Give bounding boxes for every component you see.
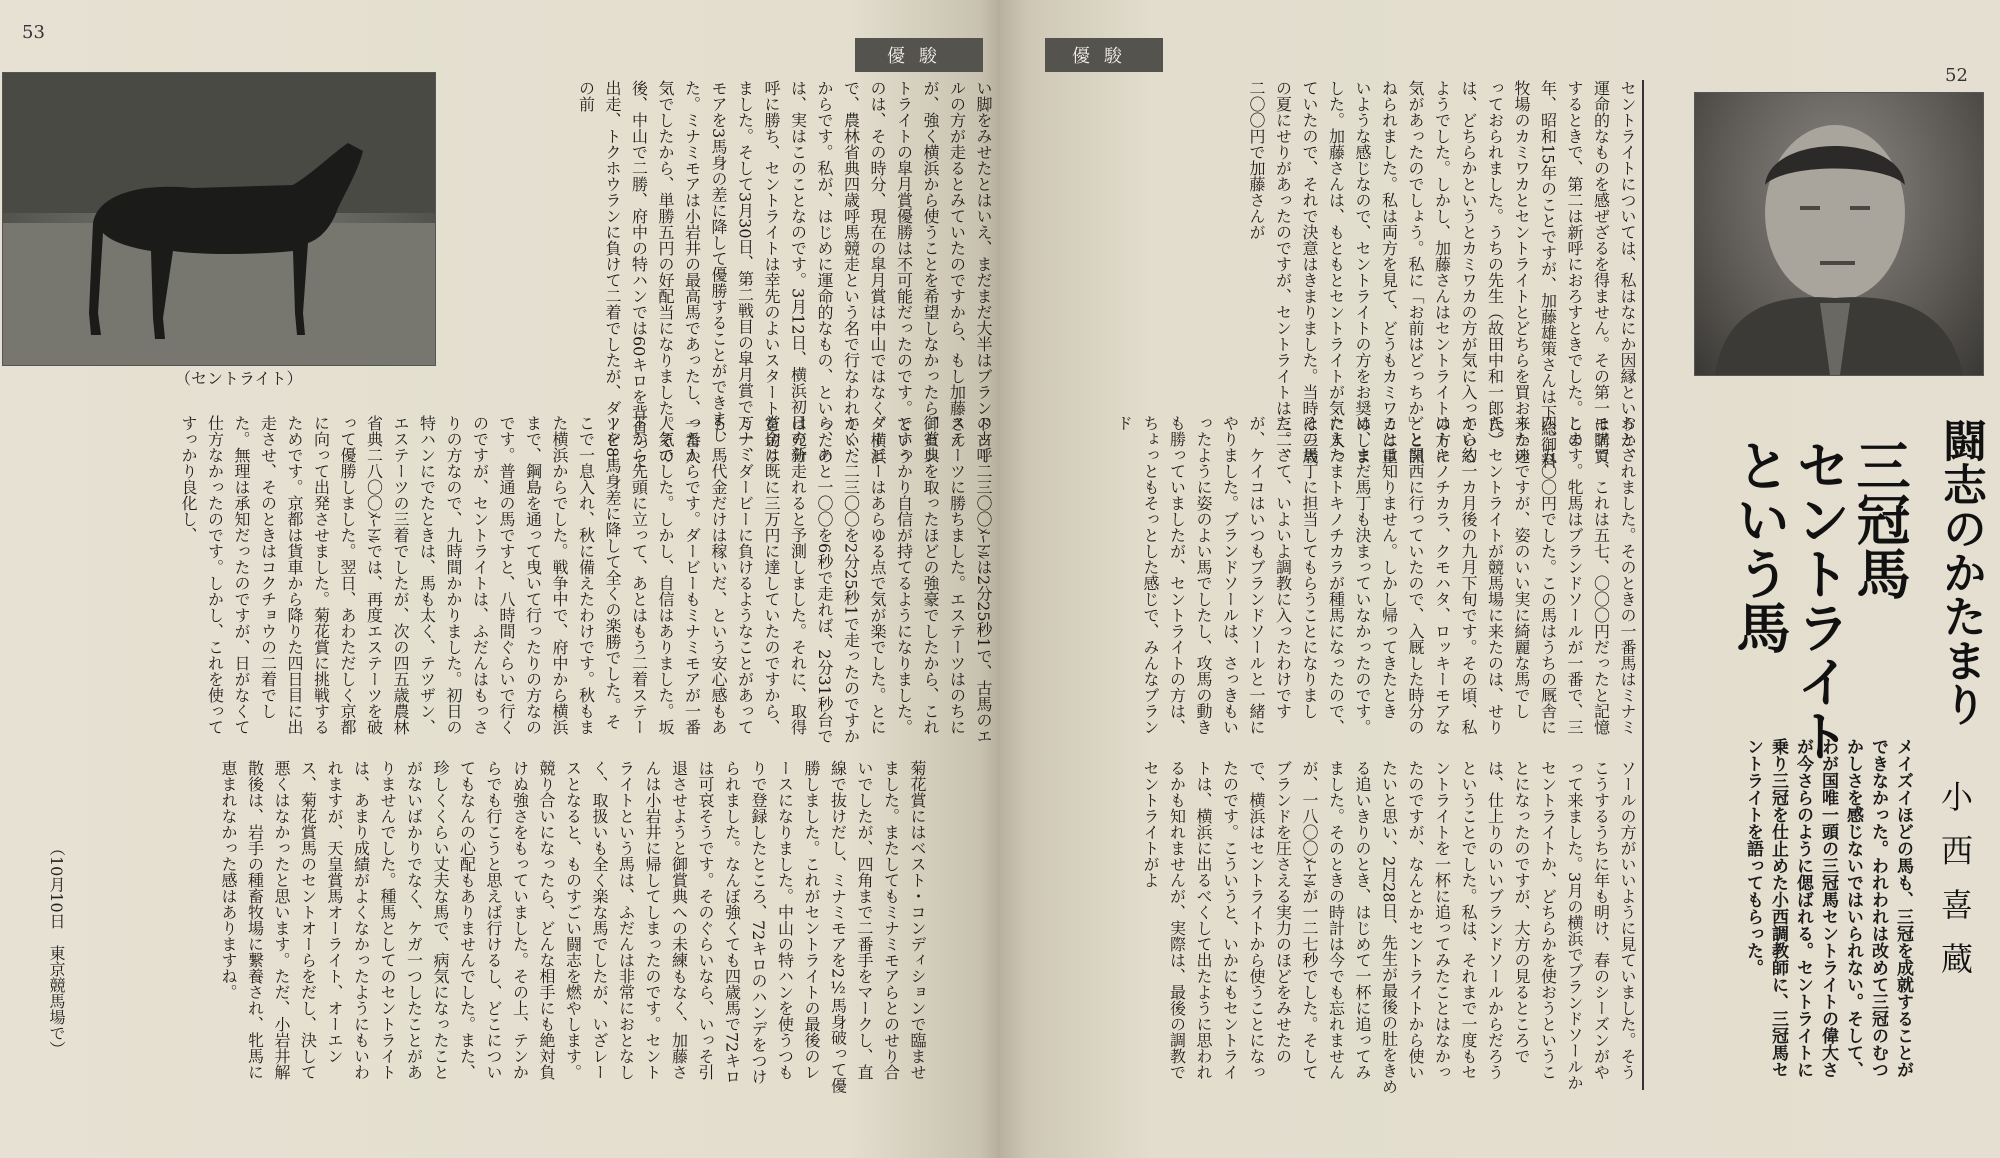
interview-credit: （10月10日 東京競馬場で） xyxy=(47,840,66,1057)
left-column-top: い脚をみせたとはいえ、まだまだ大半はブランドソールの方が走るとみていたのですから、もし加藤さんが、強く横浜から使うことを希望しなかったら、セントライトの皐月賞優勝は不可能だったのです。というのは、その時分、現在の皐月賞は中山ではなく、横浜で、農林省典四歳呼馬競走という名で行なわれていたからです。私が、はじめに運命的なもの、といったのは、実はこのことなのです。3月12日、横浜初日の新呼に勝ち、セントライトは幸先のよいスタートを切りました。そして3月30日、第二戦目の皐月賞でミナミモアを3馬身の差に降して優勝することができました。ミナミモアは小岩井の最高馬であったし、一番人気でしたから、単勝五円の好配当になりました。その後、中山で二勝、府中の特ハンでは60キロを背負って出走、トクホウランに負けて二着でしたが、ダービーの前 xyxy=(576,80,993,469)
right-column-bottom: ソールの方がいいように見ていました。そうこうするうちに年も明け、春のシーズンがやって来ました。3月の横浜でブランドソールかセントライトか、どちらかを使おうということになったのですが、大方の見るところでは、仕上りのいいブランドソールからだろうということでした。私は、それまで一度もセントライトを一杯に追ってみたことはなかったのですが、なんとかセントライトから使いたいと思い、2月28日、先生が最後の肚をきめる追いきりのとき、はじめて一杯に追ってみました。そのときの時計は今でも忘れませんが、一八〇〇ﾒｰﾄﾙが一二七秒でした。そしてブランドを圧さえる実力のほどをみせたので、横浜はセントライトから使うことになったのです。こういうと、いかにもセントライトは、横浜に出るべくして出たように思われるかも知れませんが、実際は、最後の調教でセントライトがよ xyxy=(1141,760,1637,1095)
right-column-top: セントライトについては、私はなにか因縁というか、運命的なものを感ぜざるを得ません。その第一は購買するときで、第二は新呼におろすときでした。この年、昭和15年のことですが、加藤雄策さんは下総御料牧場のカミワカとセントライトとどちらを買おうか迷っておられました。うちの先生（故田中和一郎氏）は、どちらかというとカミワカの方が気に入っているようでした。しかし、加藤さんはセントライトの方に気があったのでしょう。私に「お前はどっちか」と訊ねられました。私は両方を見て、どうもカミワカは重いような感じなので、セントライトの方をお奨めしました。加藤さんは、もともとセントライトが気に入っていたので、それで決意はきまりました。当時は三歳の夏にせりがあったのですが、セントライトは三二、二〇〇円で加藤さんが xyxy=(1247,80,1637,469)
author-name: 小西喜蔵 xyxy=(1936,780,1974,996)
title-line-1: 闘志のかたまり xyxy=(1935,418,1986,726)
section-tab-left: 優駿 xyxy=(855,38,983,72)
portrait-illustration xyxy=(1695,93,1983,375)
title-line-3: セントライト xyxy=(1788,438,1852,762)
title-line-2: 三冠馬 xyxy=(1848,438,1912,600)
page-number-left: 53 xyxy=(22,22,45,43)
left-column-bottom: 菊花賞にはベスト・コンディションで臨ませました。またしてもミナミモアらとのせり合いでしたが、四角まで二番手をマークし、直線で抜けだし、ミナミモアを2½馬身破って優勝しました。これがセントライトの最後のレースになりました。中山の特ハンを使うつもりで登録したところ、72キロのハンデをつけられました。なんぼ強くても四歳馬で72キロは可哀そうです。そのぐらいなら、いっそ引退させようと御賞典への未練もなく、加藤さんは小岩井に帰してしまったのです。セントライトという馬は、ふだんは非常におとなしく、取扱いも全く楽な馬でしたが、いざレースとなると、ものすごい闘志を燃やします。競り合いになったら、どんな相手にも絶対負けぬ強さをもっていました。その上、テンからでも行こうと思えば行けるし、どこについてもなんの心配もありませんでした。また、珍しくくらい丈夫な馬で、病気になったことがないばかりでなく、ケガ一つしたことがありませんでした。種馬としてのセントライトは、あまり成績がよくなかったようにもいわれますが、天皇賞馬オーライト、オーエンス、菊花賞馬のセントオーらをだし、決して悪くはなかったと思います。ただ、小岩井解散後は、岩手の種畜牧場に繋養され、牝馬に恵まれなかった感はありますね。 xyxy=(219,760,927,1094)
lead-paragraph: メイズイほどの馬も、三冠を成就することができなかった。われわれは改めて三冠のむつかしさを感じないではいられない。そして、わが国唯一頭の三冠馬セントライトの偉大さが今さらのように偲ばれる。セントライトに乗り三冠を仕止めた小西調教師に、三冠馬セントライトを語ってもらった。 xyxy=(1743,738,1913,1078)
left-column-middle: の古呼二三〇〇ﾒｰﾄﾙは2分25秒1で、古馬のエステーツに勝ちました。エステーツはのちに御賞典を取ったほどの強豪でしたから、これですっかり自信が持てるようになりました。ダービーはあらゆる点で気が楽でした。とにかく、二三〇〇を2分25秒1で走ったのですから、あと一〇〇を6秒で走れば、2分31秒台では充分走れると予測しました。それに、取得賞金は既に三万円に達していたのですから、万一、ダービーに負けるようなことがあっても、馬代金だけは稼いだ、という安心感もあったからです。ダービーもミナミモアが一番人気でした。しかし、自信はありました。坂下から先頭に立って、あとはもう二着ステーツを8馬身差に降して全くの楽勝でした。そこで一息入れ、秋に備えたわけです。秋もまた横浜からでした。戦争中で、府中から横浜まで、鋼島を通って曳いて行ったりの方なのです。普通の馬ですと、八時間ぐらいで行くのですが、セントライトは、ふだんはもっさりの方なので、九時間かかりました。初日の特ハンにでたときは、馬も太く、テツザン、エステーツの三着でしたが、次の四五歳農林省典二八〇〇ﾒｰﾄﾙでは、再度エステーツを破って優勝しました。翌日、あわただしく京都に向って出発させました。菊花賞に挑戦するためです。京都は貨車から降りた四日目に出走させ、そのときはコクチョウの二着でした。無理は承知だったのですが、日がなくて仕方なかったのです。しかし、これを使ってすっかり良化し、 xyxy=(179,415,993,744)
section-tab-right: 優駿 xyxy=(1045,38,1163,72)
right-column-middle: おとされました。そのときの一番馬はミナミモアで、これは五七、〇〇〇円だったと記憶します。牝馬はブランドソールが一番で、三四、五〇〇円でした。この馬はうちの厩舎に来たのですが、姿のいい実に綺麗な馬でした。セントライトが競馬場に来たのは、せりから約一カ月後の九月下旬です。その頃、私はトキノチカラ、クモハタ、ロッキーモアなどと関西に行っていたので、入厩した時分のことは知りません。しかし帰ってきたときは、まだ馬丁も決まっていなかったのです。たまたまトキノチカラが種馬になったので、その馬丁に担当してもらうことになりました。さて、いよいよ調教に入ったわけですが、ケイコはいつもブランドソールと一緒にやりました。ブランドソールは、さっきもいったように姿のよい馬でしたし、攻馬の動きも勝っていましたが、セントライトの方は、ちょっともそっとした感じで、みんなブランド xyxy=(1114,415,1637,735)
page-number-right: 52 xyxy=(1945,65,1968,86)
column-rule xyxy=(1642,80,1644,1090)
photo-caption: （セントライト） xyxy=(175,369,303,388)
horse-illustration xyxy=(3,73,435,365)
right-page xyxy=(1000,0,2000,1158)
title-line-4: という馬 xyxy=(1728,438,1792,654)
horse-photo xyxy=(2,72,436,366)
portrait-photo xyxy=(1694,92,1984,376)
